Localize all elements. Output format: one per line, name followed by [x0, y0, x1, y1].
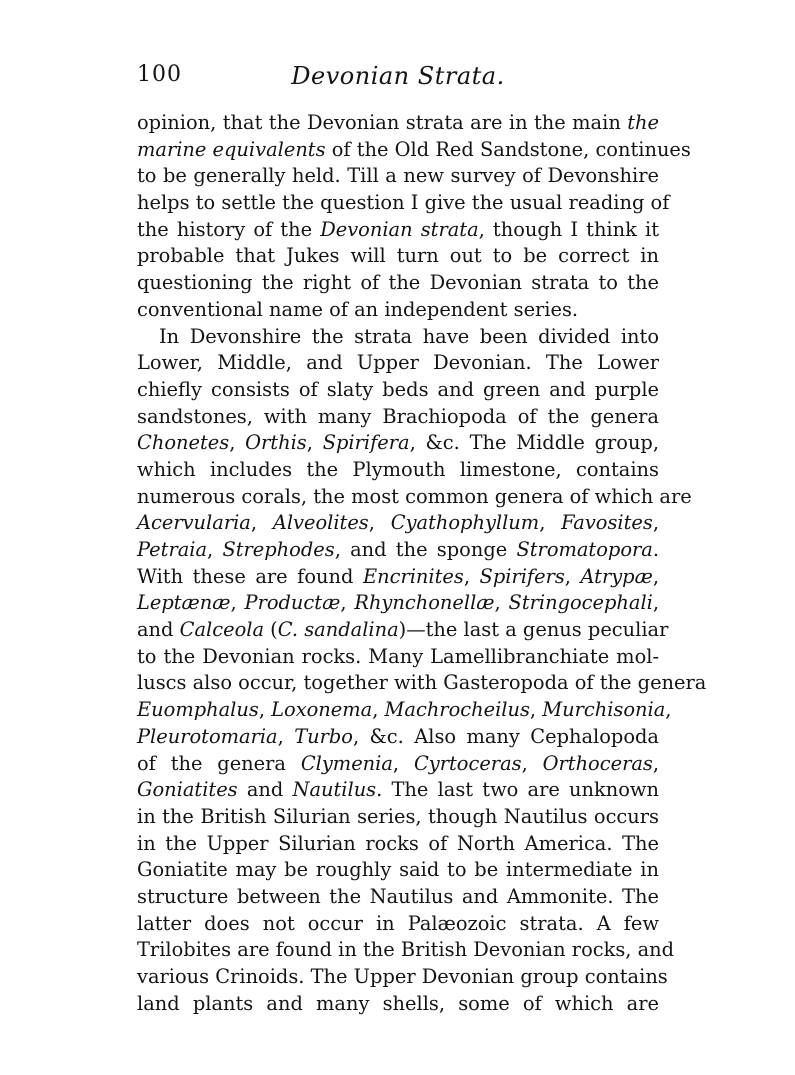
- text-run: , and the sponge: [334, 538, 517, 561]
- text-line: [137, 751, 659, 778]
- italic-term: Strephodes: [222, 538, 335, 561]
- text-run: Lower, Middle, and Upper Devonian. The Lower: [137, 351, 659, 375]
- text-line: [137, 243, 659, 270]
- page-number: 100: [137, 62, 182, 87]
- italic-term: Stringocephali: [508, 591, 653, 615]
- italic-term: Pleurotomaria: [137, 724, 278, 748]
- text-line: [137, 644, 659, 671]
- text-run: various Crinoids. The Upper Devonian group contains: [137, 965, 668, 988]
- text-line: [137, 110, 659, 137]
- italic-term: Spirifera: [322, 431, 410, 455]
- italic-term: Spirifers: [479, 564, 565, 588]
- text-run: ,: [340, 591, 355, 615]
- text-run: probable that Jukes will turn out to be correct in: [137, 244, 659, 268]
- text-line: [137, 804, 659, 831]
- italic-term: Turbo: [294, 724, 353, 748]
- text-line: [137, 537, 659, 564]
- text-run: .: [652, 538, 659, 561]
- text-run: and: [237, 778, 293, 802]
- text-line: [137, 510, 659, 537]
- text-run: luscs also occur, together with Gasteropoda of the genera: [137, 671, 707, 695]
- text-line: [137, 163, 659, 190]
- text-line: [137, 190, 670, 217]
- text-line: [137, 777, 659, 804]
- paragraph: [137, 110, 691, 324]
- text-run: , &c. Also many Cephalopoda: [352, 724, 659, 748]
- text-run: ,: [229, 431, 246, 455]
- text-line: [137, 670, 707, 697]
- italic-term: Orthoceras: [542, 751, 653, 775]
- text-run: which includes the Plymouth limestone, contains: [137, 457, 659, 481]
- text-run: With these are found: [137, 564, 363, 588]
- text-line: [137, 831, 659, 858]
- italic-term: Devonian strata: [320, 217, 479, 241]
- italic-term: Alveolites: [272, 511, 369, 535]
- text-run: ,: [463, 564, 480, 588]
- italic-term: Calceola: [179, 618, 265, 642]
- text-run: In Devonshire the strata have been divided into: [159, 324, 659, 348]
- italic-term: Orthis: [245, 431, 307, 455]
- text-run: in the Upper Silurian rocks of North America. The: [137, 831, 659, 855]
- text-run: ,: [306, 431, 323, 455]
- italic-term: Clymenia: [300, 751, 393, 775]
- text-line: [137, 590, 659, 617]
- text-run: in the British Silurian series, though Nautilus occurs: [137, 804, 659, 828]
- text-run: ,: [652, 511, 660, 535]
- italic-term: Cyathophyllum: [390, 511, 540, 535]
- italic-term: Acervularia: [137, 511, 251, 535]
- text-run: ,: [392, 751, 414, 775]
- text-run: and: [137, 618, 180, 642]
- text-line: [137, 484, 692, 511]
- text-line: [137, 857, 659, 884]
- text-run: ,: [207, 538, 223, 561]
- text-line: [137, 270, 659, 297]
- text-line: [137, 350, 659, 377]
- text-run: ,: [539, 511, 562, 535]
- text-line: [137, 217, 659, 244]
- italic-term: Productæ: [244, 591, 341, 615]
- text-line: [137, 911, 659, 938]
- italic-term: Atrypæ: [580, 564, 653, 588]
- text-run: ,: [230, 591, 245, 615]
- italic-term: Euomphalus: [137, 698, 259, 722]
- text-run: chiefly consists of slaty beds and green and purple: [137, 377, 659, 401]
- text-run: Trilobites are found in the British Devonian rocks, and: [137, 938, 675, 962]
- text-line: [137, 137, 691, 164]
- text-run: questioning the right of the Devonian strata to the: [137, 271, 659, 295]
- italic-term: Goniatites: [137, 778, 238, 802]
- text-run: of the Old Red Sandstone, continues: [325, 137, 691, 161]
- text-run: helps to settle the question I give the usual reading of: [137, 191, 670, 215]
- text-run: latter does not occur in Palæozoic strata. A few: [137, 911, 659, 935]
- italic-term: Petraia: [137, 538, 208, 561]
- text-run: conventional name of an independent series.: [137, 297, 579, 321]
- text-run: to be generally held. Till a new survey of Devonshire: [137, 164, 659, 188]
- text-run: ,: [665, 698, 672, 722]
- text-run: ,: [368, 511, 391, 535]
- text-run: ,: [258, 698, 272, 722]
- text-line: [137, 377, 659, 404]
- italic-term: Nautilus: [292, 778, 377, 802]
- italic-term: Favosites: [561, 511, 653, 535]
- italic-term: Rhynchonellæ: [354, 591, 495, 615]
- text-run: ,: [494, 591, 509, 615]
- text-run: ,: [277, 724, 295, 748]
- text-run: , though I think it: [478, 217, 659, 241]
- italic-term: Stromatopora: [516, 538, 653, 561]
- running-title: Devonian Strata.: [291, 62, 505, 90]
- text-run: ,: [529, 698, 543, 722]
- text-line: [137, 724, 659, 751]
- paragraph: [137, 324, 707, 1018]
- text-line: [137, 697, 672, 724]
- text-run: opinion, that the Devonian strata are in the main: [137, 111, 628, 134]
- body-text: [137, 110, 707, 1017]
- text-run: ,: [372, 698, 385, 722]
- text-run: ,: [652, 751, 660, 775]
- text-run: numerous corals, the most common genera of which are: [137, 484, 692, 508]
- text-line: [137, 991, 659, 1018]
- text-run: structure between the Nautilus and Ammonite. The: [137, 884, 659, 908]
- italic-term: Cyrtoceras: [413, 751, 522, 775]
- italic-term: Leptænæ: [137, 591, 231, 615]
- text-run: land plants and many shells, some of which are: [137, 991, 659, 1015]
- italic-term: Loxonema: [271, 698, 373, 722]
- text-line: [137, 430, 659, 457]
- text-run: ,: [564, 564, 581, 588]
- text-run: Goniatite may be roughly said to be intermediate in: [137, 858, 659, 882]
- text-run: sandstones, with many Brachiopoda of the genera: [137, 404, 659, 428]
- text-run: . The last two are unknown: [376, 778, 659, 802]
- text-run: , &c. The Middle group,: [409, 431, 660, 455]
- text-line: [137, 617, 669, 644]
- text-line: [137, 297, 659, 324]
- italic-term: Chonetes: [137, 431, 230, 455]
- italic-term: Machrocheilus: [384, 698, 530, 722]
- text-line: [137, 937, 675, 964]
- italic-term: Encrinites: [362, 564, 464, 588]
- page-header: [137, 62, 659, 98]
- text-run: ,: [250, 511, 273, 535]
- text-run: to the Devonian rocks. Many Lamellibranchiate mol-: [137, 644, 659, 668]
- italic-term: the: [627, 111, 659, 134]
- text-run: ,: [652, 591, 660, 615]
- text-run: ,: [652, 564, 659, 588]
- italic-term: C. sandalina: [277, 618, 399, 642]
- text-line: [137, 404, 659, 431]
- text-line: [137, 964, 668, 991]
- text-run: )—the last a genus peculiar: [398, 618, 669, 642]
- text-run: (: [264, 618, 278, 642]
- text-line: [137, 324, 659, 351]
- text-line: [137, 564, 659, 591]
- text-run: the history of the: [137, 217, 321, 241]
- italic-term: marine equivalents: [137, 137, 326, 161]
- text-line: [137, 457, 659, 484]
- text-line: [137, 884, 659, 911]
- text-run: of the genera: [137, 751, 301, 775]
- italic-term: Murchisonia: [542, 698, 666, 722]
- text-run: ,: [521, 751, 543, 775]
